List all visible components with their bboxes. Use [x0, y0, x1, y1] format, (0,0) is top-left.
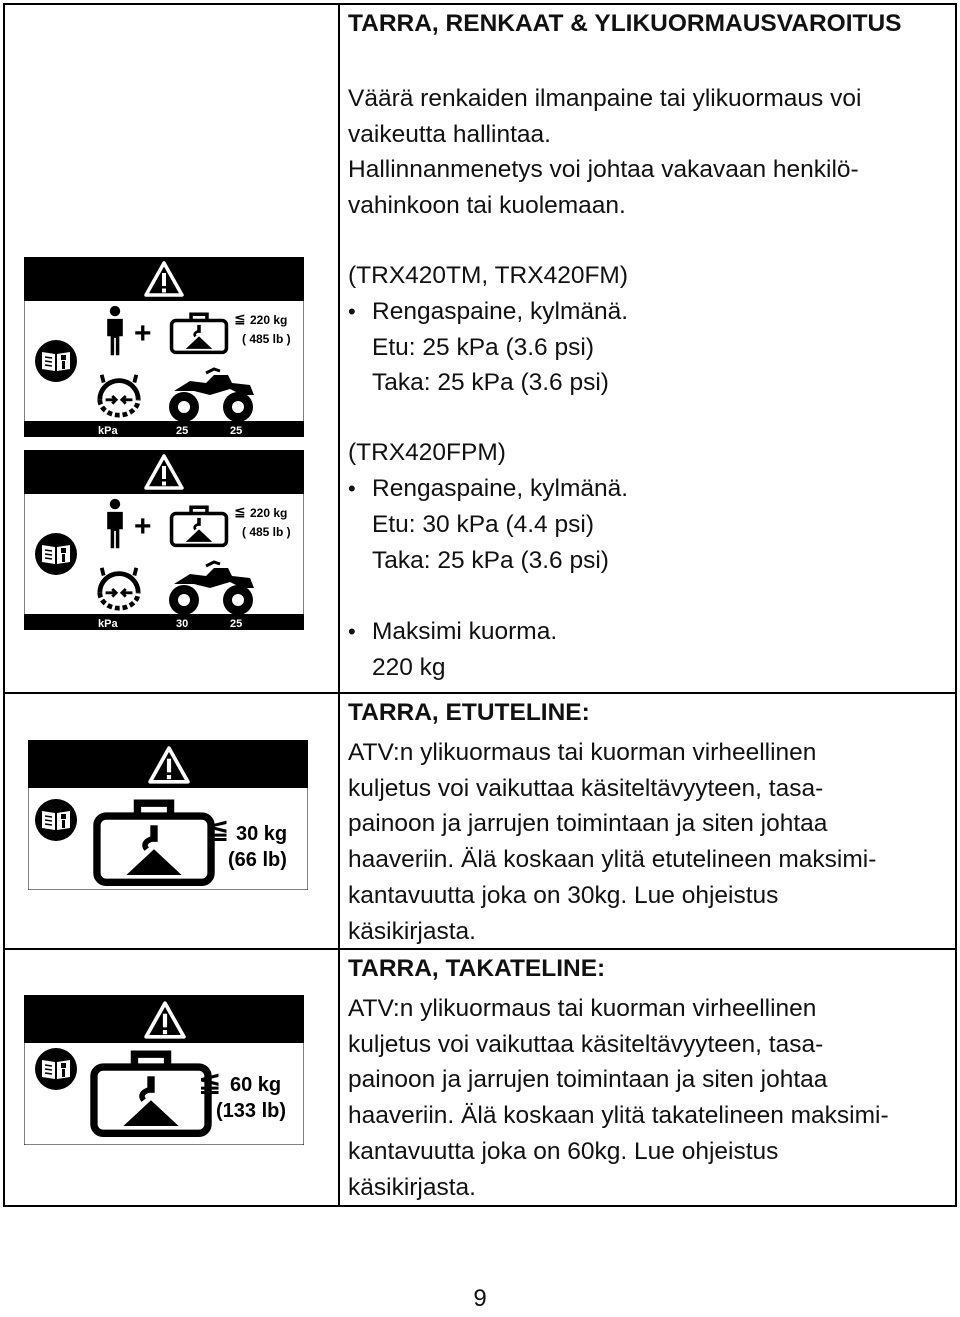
leq-symbol: ≦: [198, 1066, 222, 1097]
front-pressure: Etu: 25 kPa (3.6 psi): [372, 333, 594, 361]
leq-symbol: ≦: [234, 310, 246, 326]
column-divider: [338, 5, 340, 1205]
front-pressure-value: 30: [176, 618, 189, 630]
plus-icon: +: [134, 510, 152, 543]
decal-footer-bar: [24, 614, 304, 630]
section-heading: TARRA, ETUTELINE:: [348, 699, 590, 726]
warning-text-line: Väärä renkaiden ilmanpaine tai ylikuormaus voi: [348, 84, 862, 112]
body-text-line: painoon ja jarrujen toimintaan ja siten johtaa: [348, 1066, 828, 1094]
rear-rack-section: [348, 951, 938, 1206]
tire-load-decal-1: [24, 257, 304, 437]
tire-pressure-bullet: • Rengaspaine, kylmänä.: [348, 471, 938, 507]
body-text-line: haaveriin. Älä koskaan ylitä takatelineen maksimi-: [348, 1102, 889, 1130]
body-text-line: haaveriin. Älä koskaan ylitä etutelineen maksimi-: [348, 846, 877, 874]
section-heading: TARRA, RENKAAT & YLIKUORMAUSVAROITUS: [348, 10, 902, 37]
front-rack-section: [348, 695, 938, 950]
page-number: 9: [473, 1285, 487, 1312]
tire-overload-warning-section: [348, 6, 938, 686]
body-text-line: kantavuutta joka on 30kg. Lue ohjeistus: [348, 881, 779, 909]
warning-text-line: vaikeutta hallintaa.: [348, 120, 551, 148]
read-manual-icon: [35, 340, 77, 382]
body-text-line: kantavuutta joka on 60kg. Lue ohjeistus: [348, 1137, 779, 1165]
cargo-icon: [172, 507, 227, 545]
body-text-line: ATV:n ylikuormaus tai kuorman virheellinen: [348, 738, 817, 766]
rear-pressure-value: 25: [230, 425, 243, 437]
body-text-line: painoon ja jarrujen toimintaan ja siten johtaa: [348, 810, 828, 838]
leq-symbol: ≦: [206, 813, 230, 844]
front-pressure-value: 25: [176, 425, 189, 437]
rear-pressure: Taka: 25 kPa (3.6 psi): [372, 369, 609, 397]
load-lb: ( 485 lb ): [242, 332, 291, 346]
load-kg: 220 kg: [250, 313, 288, 327]
rear-rack-decal: [24, 995, 304, 1145]
warning-text-line: Hallinnanmenetys voi johtaa vakavaan henkilö-: [348, 156, 859, 184]
tire-load-decal-2: [24, 450, 304, 630]
front-rack-decal: [28, 740, 308, 890]
warning-text-line: vahinkoon tai kuolemaan.: [348, 192, 626, 220]
pressure-unit: kPa: [98, 618, 118, 630]
model-list: (TRX420TM, TRX420FM): [348, 261, 628, 289]
max-load-value: 220 kg: [372, 654, 446, 682]
read-manual-icon: [35, 533, 77, 575]
decal-footer-bar: [24, 421, 304, 437]
section-heading: TARRA, TAKATELINE:: [348, 955, 606, 982]
cargo-icon: [97, 803, 211, 882]
pressure-unit: kPa: [98, 425, 118, 437]
cargo-icon: [94, 1054, 208, 1133]
load-kg: 30 kg: [236, 823, 288, 845]
rear-pressure-value: 25: [230, 618, 243, 630]
plus-icon: +: [134, 317, 152, 350]
body-text-line: kuljetus voi vaikuttaa käsiteltävyyteen, tasa-: [348, 1030, 824, 1058]
body-text-line: kuljetus voi vaikuttaa käsiteltävyyteen, tasa-: [348, 774, 824, 802]
leq-symbol: ≦: [234, 503, 246, 519]
cargo-icon: [172, 314, 227, 352]
model-list: (TRX420FPM): [348, 439, 506, 467]
max-load-bullet: • Maksimi kuorma.: [348, 614, 938, 650]
load-lb: (66 lb): [228, 849, 287, 871]
read-manual-icon: [35, 1048, 77, 1090]
front-pressure: Etu: 30 kPa (4.4 psi): [372, 510, 594, 538]
read-manual-icon: [35, 799, 77, 841]
load-kg: 60 kg: [230, 1074, 282, 1096]
load-lb: ( 485 lb ): [242, 525, 291, 539]
tire-pressure-bullet: • Rengaspaine, kylmänä.: [348, 294, 938, 330]
body-text-line: ATV:n ylikuormaus tai kuorman virheellinen: [348, 994, 817, 1022]
row-divider: [5, 692, 955, 694]
load-kg: 220 kg: [250, 506, 288, 520]
body-text-line: käsikirjasta.: [348, 1173, 476, 1201]
body-text-line: käsikirjasta.: [348, 917, 476, 945]
rear-pressure: Taka: 25 kPa (3.6 psi): [372, 546, 609, 574]
load-lb: (133 lb): [216, 1100, 287, 1122]
